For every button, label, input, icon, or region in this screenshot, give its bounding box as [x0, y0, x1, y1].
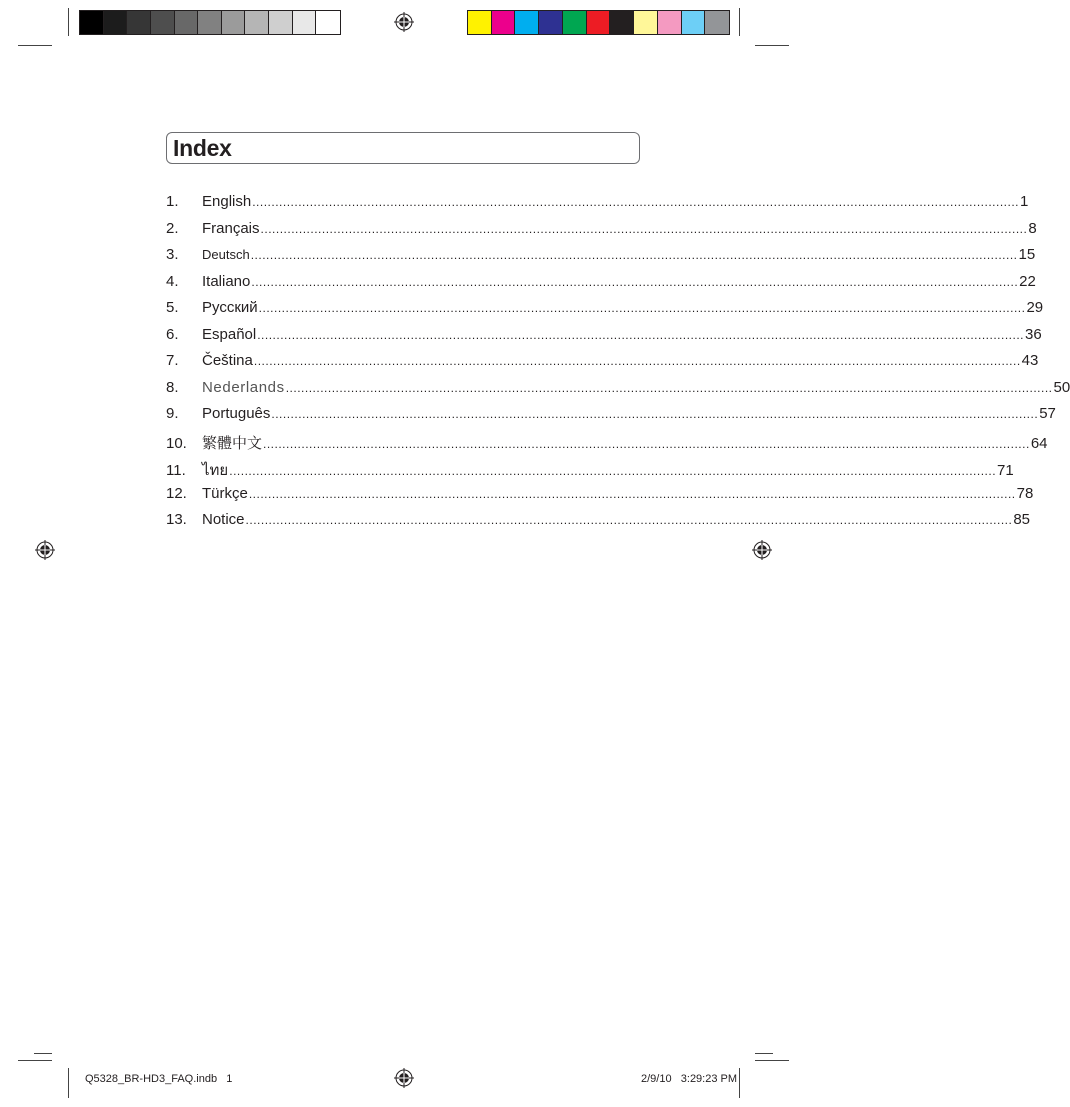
toc-entry [166, 432, 1048, 459]
toc-entry-number: 7. [166, 352, 179, 369]
toc-entry-page: 50 [1053, 378, 1070, 396]
color-swatch [658, 11, 682, 34]
crop-mark [755, 45, 789, 46]
toc-entry-number: 1. [166, 193, 179, 210]
toc-entry-page: 8 [1028, 219, 1037, 237]
toc-entry [166, 458, 1014, 485]
color-swatch [492, 11, 516, 34]
toc-entry-title: 繁體中文 [202, 434, 263, 452]
footer-timestamp [641, 1073, 737, 1085]
color-swatch [222, 11, 246, 34]
toc-entry-number: 12. [166, 484, 187, 502]
toc-leader-dots: ........................................................................................................................................................................................................ [229, 464, 997, 478]
toc-entry-title: Nederlands [202, 378, 285, 396]
toc-entry [166, 352, 1039, 379]
toc-entry [166, 193, 1029, 220]
color-swatch [587, 11, 611, 34]
toc-entry-number: 11. [166, 462, 186, 479]
color-swatch [682, 11, 706, 34]
toc-entry-page: 22 [1019, 272, 1036, 290]
toc-entry-number: 2. [166, 219, 179, 237]
toc-leader-dots: ........................................................................................................................................................................................................ [248, 486, 1016, 501]
color-swatch [705, 11, 729, 34]
toc-entry [166, 219, 1037, 247]
color-swatch [316, 11, 340, 34]
registration-mark-icon [35, 540, 55, 560]
crop-mark [68, 8, 69, 36]
toc-entry [166, 246, 1036, 273]
color-bar [467, 10, 730, 35]
crop-mark [739, 8, 740, 36]
toc-leader-dots: ........................................................................................................................................................................................................ [260, 221, 1028, 236]
toc-entry-page: 36 [1025, 325, 1042, 343]
toc-leader-dots: ........................................................................................................................................................................................................ [271, 407, 1039, 421]
toc-leader-dots: ........................................................................................................................................................................................................ [257, 327, 1025, 342]
table-of-contents [166, 193, 1070, 538]
color-swatch [245, 11, 269, 34]
color-swatch [563, 11, 587, 34]
crop-mark [739, 1068, 740, 1098]
color-swatch [269, 11, 293, 34]
toc-leader-dots: ........................................................................................................................................................................................................ [263, 436, 1030, 451]
toc-entry-page: 71 [997, 462, 1014, 479]
page-title: Index [173, 135, 232, 161]
color-swatch [175, 11, 199, 34]
toc-entry-page: 78 [1016, 484, 1034, 502]
toc-entry-title: Français [202, 219, 260, 237]
toc-entry-number: 13. [166, 511, 187, 528]
toc-entry-page: 1 [1020, 193, 1029, 210]
toc-entry-number: 8. [166, 378, 179, 396]
toc-entry-title: Deutsch [202, 247, 250, 262]
toc-entry-page: 29 [1026, 299, 1044, 316]
crop-mark [755, 1053, 773, 1054]
color-swatch [104, 11, 128, 34]
footer-time: 3:29:23 PM [680, 1073, 738, 1085]
crop-mark [18, 45, 52, 46]
toc-leader-dots: ........................................................................................................................................................................................................ [258, 301, 1026, 315]
footer-file-label: Q5328_BR-HD3_FAQ.indb 1 [85, 1073, 233, 1085]
toc-entry-page: 43 [1021, 352, 1039, 369]
toc-leader-dots: ........................................................................................................................................................................................................ [251, 274, 1019, 289]
footer-date: 2/9/10 [641, 1073, 672, 1085]
toc-entry-title: Čeština [202, 352, 253, 369]
toc-entry-title: Notice [202, 511, 245, 528]
title-box [166, 132, 640, 164]
color-swatch [539, 11, 563, 34]
color-swatch [80, 11, 104, 34]
color-swatch [198, 11, 222, 34]
crop-mark [34, 1053, 52, 1054]
toc-entry-title: Italiano [202, 272, 251, 290]
toc-entry [166, 405, 1056, 432]
color-swatch [468, 11, 492, 34]
toc-entry-number: 9. [166, 405, 179, 422]
toc-entry-page: 57 [1039, 405, 1056, 422]
crop-mark [755, 1060, 789, 1061]
color-swatch [634, 11, 658, 34]
color-swatch [293, 11, 317, 34]
toc-entry [166, 272, 1036, 300]
toc-entry-title: Português [202, 405, 271, 422]
toc-entry-title: ไทย [202, 462, 229, 479]
toc-entry [166, 378, 1070, 406]
color-swatch [610, 11, 634, 34]
toc-entry-number: 3. [166, 246, 179, 263]
toc-leader-dots: ........................................................................................................................................................................................................ [245, 513, 1013, 527]
toc-entry-title: Türkçe [202, 484, 248, 502]
toc-entry [166, 299, 1044, 326]
grayscale-bar [79, 10, 341, 35]
toc-entry-number: 4. [166, 272, 179, 290]
crop-mark [68, 1068, 69, 1098]
color-swatch [151, 11, 175, 34]
toc-entry [166, 325, 1042, 353]
toc-entry-title: English [202, 193, 252, 210]
toc-leader-dots: ........................................................................................................................................................................................................ [253, 354, 1021, 368]
toc-entry [166, 511, 1031, 538]
toc-leader-dots: ........................................................................................................................................................................................................ [285, 380, 1053, 395]
registration-mark-icon [752, 540, 772, 560]
toc-entry-number: 10. [166, 434, 187, 452]
color-swatch [127, 11, 151, 34]
toc-entry-page: 85 [1013, 511, 1031, 528]
toc-entry-title: Español [202, 325, 257, 343]
toc-entry-number: 6. [166, 325, 179, 343]
toc-entry-title: Русский [202, 299, 258, 316]
toc-entry-page: 15 [1018, 246, 1036, 263]
toc-entry-page: 64 [1030, 434, 1048, 452]
registration-mark-icon [394, 1068, 414, 1088]
color-swatch [515, 11, 539, 34]
toc-entry-number: 5. [166, 299, 179, 316]
toc-entry [166, 484, 1034, 512]
toc-leader-dots: ........................................................................................................................................................................................................ [252, 195, 1019, 209]
registration-mark-icon [394, 12, 414, 32]
toc-leader-dots: ........................................................................................................................................................................................................ [250, 248, 1018, 262]
crop-mark [18, 1060, 52, 1061]
